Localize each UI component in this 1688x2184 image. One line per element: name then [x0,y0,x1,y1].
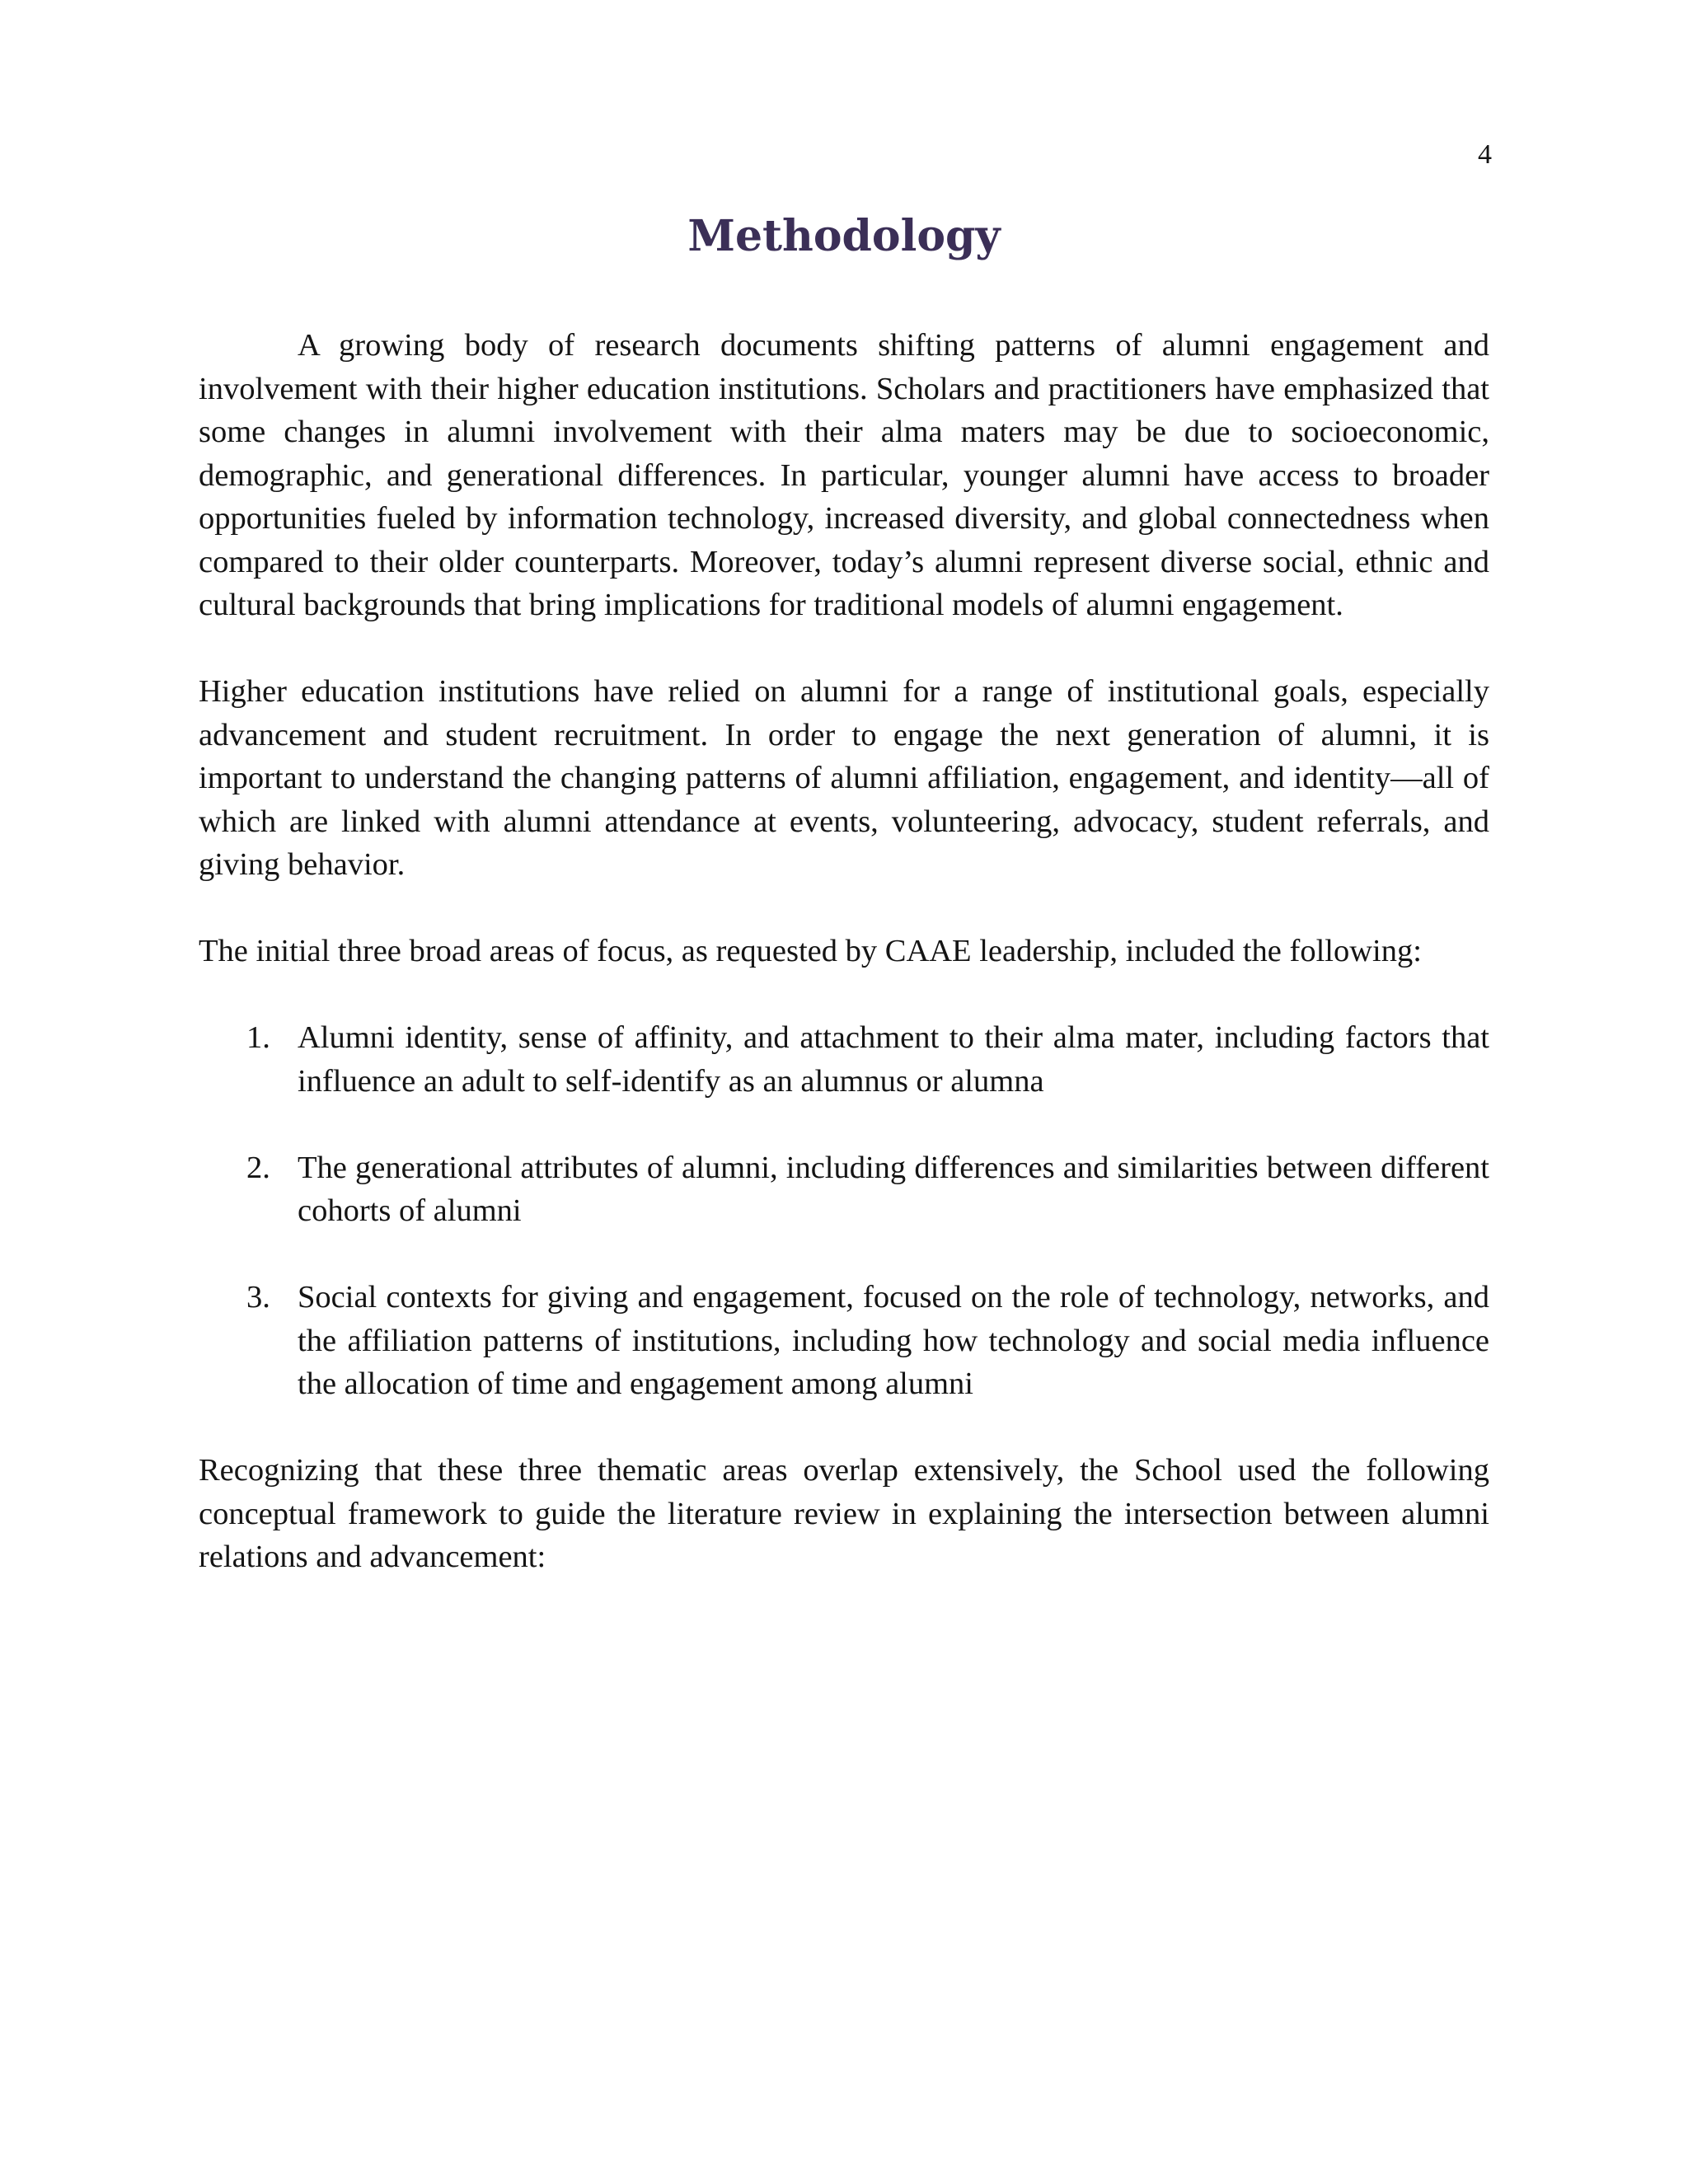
page-title: Methodology [687,211,1001,261]
document-body [199,324,1489,1622]
body-paragraph: A growing body of research documents shifting patterns of alumni engagement and involvement with their higher education institutions. Scholars and practitioners have emphasized that some changes in alumni involvement with their alma maters may be due to socioeconomic, demographic, and generational differences. In particular, younger alumni have access to broader opportunities fueled by information technology, increased diversity, and global connectedness when compared to their older counterparts. Moreover, today’s alumni represent diverse social, ethnic and cultural backgrounds that bring implications for traditional models of alumni engagement. [199,328,1489,622]
list-item [199,1146,1489,1233]
body-paragraph: Recognizing that these three thematic areas overlap extensively, the School used the following conceptual framework to guide the literature review in explaining the intersection between alumni relations and advancement: [199,1453,1489,1574]
list-item [199,1016,1489,1103]
list-item [199,1276,1489,1406]
focus-areas-list [199,1016,1489,1406]
list-item-number: 3. [246,1280,270,1315]
list-item-number: 1. [246,1020,270,1055]
body-paragraph: The initial three broad areas of focus, as requested by CAAE leadership, included the following: [199,934,1422,968]
body-paragraph: Higher education institutions have relied on alumni for a range of institutional goals, especially advancement and student recruitment. In order to engage the next generation of alumni, it is important to understand the changing patterns of alumni affiliation, engagement, and identity—all of which are linked with alumni attendance at events, volunteering, advocacy, student referrals, and giving behavior. [199,674,1489,882]
list-item-text: The generational attributes of alumni, including differences and similarities between different cohorts of alumni [298,1150,1489,1228]
list-item-number: 2. [246,1150,270,1185]
list-item-text: Social contexts for giving and engagement, focused on the role of technology, networks, and the affiliation patterns of institutions, including how technology and social media influence the allocation of time and engagement among alumni [298,1280,1489,1401]
list-item-text: Alumni identity, sense of affinity, and attachment to their alma mater, including factors that influence an adult to self-identify as an alumnus or alumna [298,1020,1489,1099]
page-number: 4 [1478,139,1492,170]
